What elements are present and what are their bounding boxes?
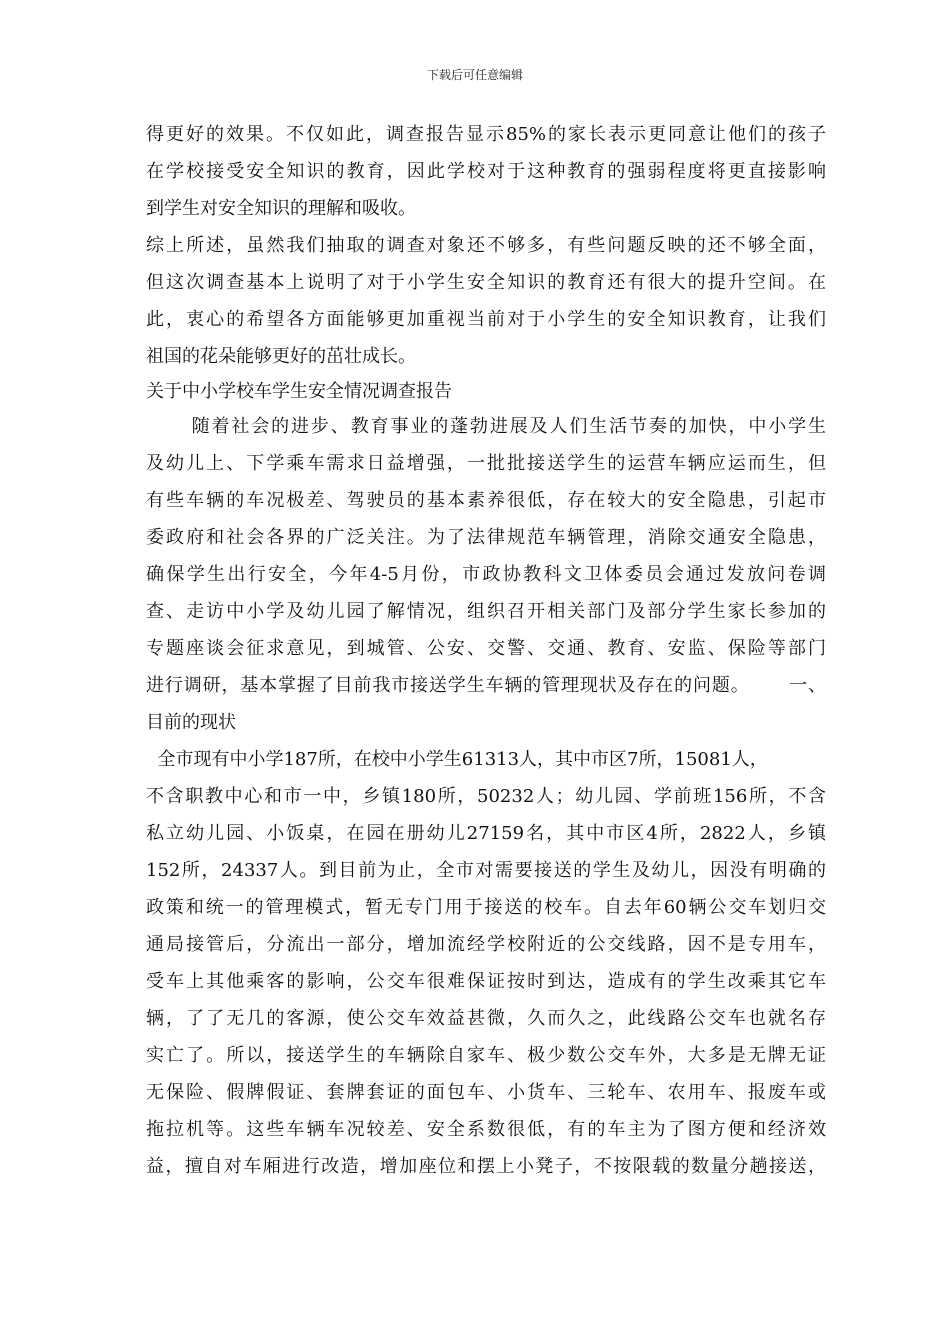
text-line: 无保险、假牌假证、套牌套证的面包车、小货车、三轮车、农用车、报废车或 — [146, 1082, 826, 1103]
text-line: 确保学生出行安全，今年4-5月份，市政协教科文卫体委员会通过发放问卷调 — [146, 564, 826, 585]
text-line: 不含职教中心和市一中，乡镇180所，50232人；幼儿园、学前班156所，不含 — [146, 786, 826, 807]
text-line: 私立幼儿园、小饭桌，在园在册幼儿27159名，其中市区4所，2822人，乡镇 — [146, 823, 826, 844]
text-line: 在学校接受安全知识的教育，因此学校对于这种教育的强弱程度将更直接影响 — [146, 161, 826, 182]
text-line: 到学生对安全知识的理解和吸收。 — [146, 198, 416, 219]
text-line: 委政府和社会各界的广泛关注。为了法律规范车辆管理，消除交通安全隐患， — [146, 527, 826, 548]
text-line: 查、走访中小学及幼儿园了解情况，组织召开相关部门及部分学生家长参加的 — [146, 601, 826, 622]
text-line: 此，衷心的希望各方面能够更加重视当前对于小学生的安全知识教育，让我们 — [146, 309, 826, 330]
text-line: 拖拉机等。这些车辆车况较差、安全系数很低，有的车主为了图方便和经济效 — [146, 1119, 826, 1140]
text-line: 辆，了了无几的客源，使公交车效益甚微，久而久之，此线路公交车也就名存 — [146, 1008, 826, 1029]
text-line: 政策和统一的管理模式，暂无专门用于接送的校车。自去年60辆公交车划归交 — [146, 897, 826, 918]
text-line: 专题座谈会征求意见，到城管、公安、交警、交通、教育、安监、保险等部门 — [146, 638, 826, 659]
text-line: 有些车辆的车况极差、驾驶员的基本素养很低，存在较大的安全隐患，引起市 — [146, 490, 826, 511]
text-line: 通局接管后，分流出一部分，增加流经学校附近的公交线路，因不是专用车， — [146, 934, 826, 955]
text-line: 进行调研，基本掌握了目前我市接送学生车辆的管理现状及存在的问题。 一、 — [146, 675, 826, 696]
text-line: 受车上其他乘客的影响，公交车很难保证按时到达，造成有的学生改乘其它车 — [146, 971, 826, 992]
page-header: 下载后可任意编辑 — [426, 68, 523, 82]
text-line: 实亡了。所以，接送学生的车辆除自家车、极少数公交车外，大多是无牌无证 — [146, 1045, 826, 1066]
text-line: 152所，24337人。到目前为止，全市对需要接送的学生及幼儿，因没有明确的 — [146, 860, 826, 881]
text-line: 益，擅自对车厢进行改造，增加座位和摆上小凳子，不按限载的数量分趟接送， — [146, 1156, 826, 1177]
text-line: 及幼儿上、下学乘车需求日益增强，一批批接送学生的运营车辆应运而生，但 — [146, 453, 826, 474]
text-line: 得更好的效果。不仅如此，调查报告显示85%的家长表示更同意让他们的孩子 — [146, 124, 826, 145]
text-line: 目前的现状 — [146, 712, 236, 733]
text-line: 但这次调查基本上说明了对于小学生安全知识的教育还有很大的提升空间。在 — [146, 272, 826, 293]
section-title: 关于中小学校车学生安全情况调查报告 — [146, 381, 452, 402]
text-line: 祖国的花朵能够更好的茁壮成长。 — [146, 346, 416, 367]
text-line: 综上所述，虽然我们抽取的调查对象还不够多，有些问题反映的还不够全面， — [146, 235, 826, 256]
text-line: 随着社会的进步、教育事业的蓬勃进展及人们生活节奏的加快，中小学生 — [146, 416, 826, 437]
text-line: 全市现有中小学187所，在校中小学生61313人，其中市区7所，15081人， — [146, 749, 768, 770]
